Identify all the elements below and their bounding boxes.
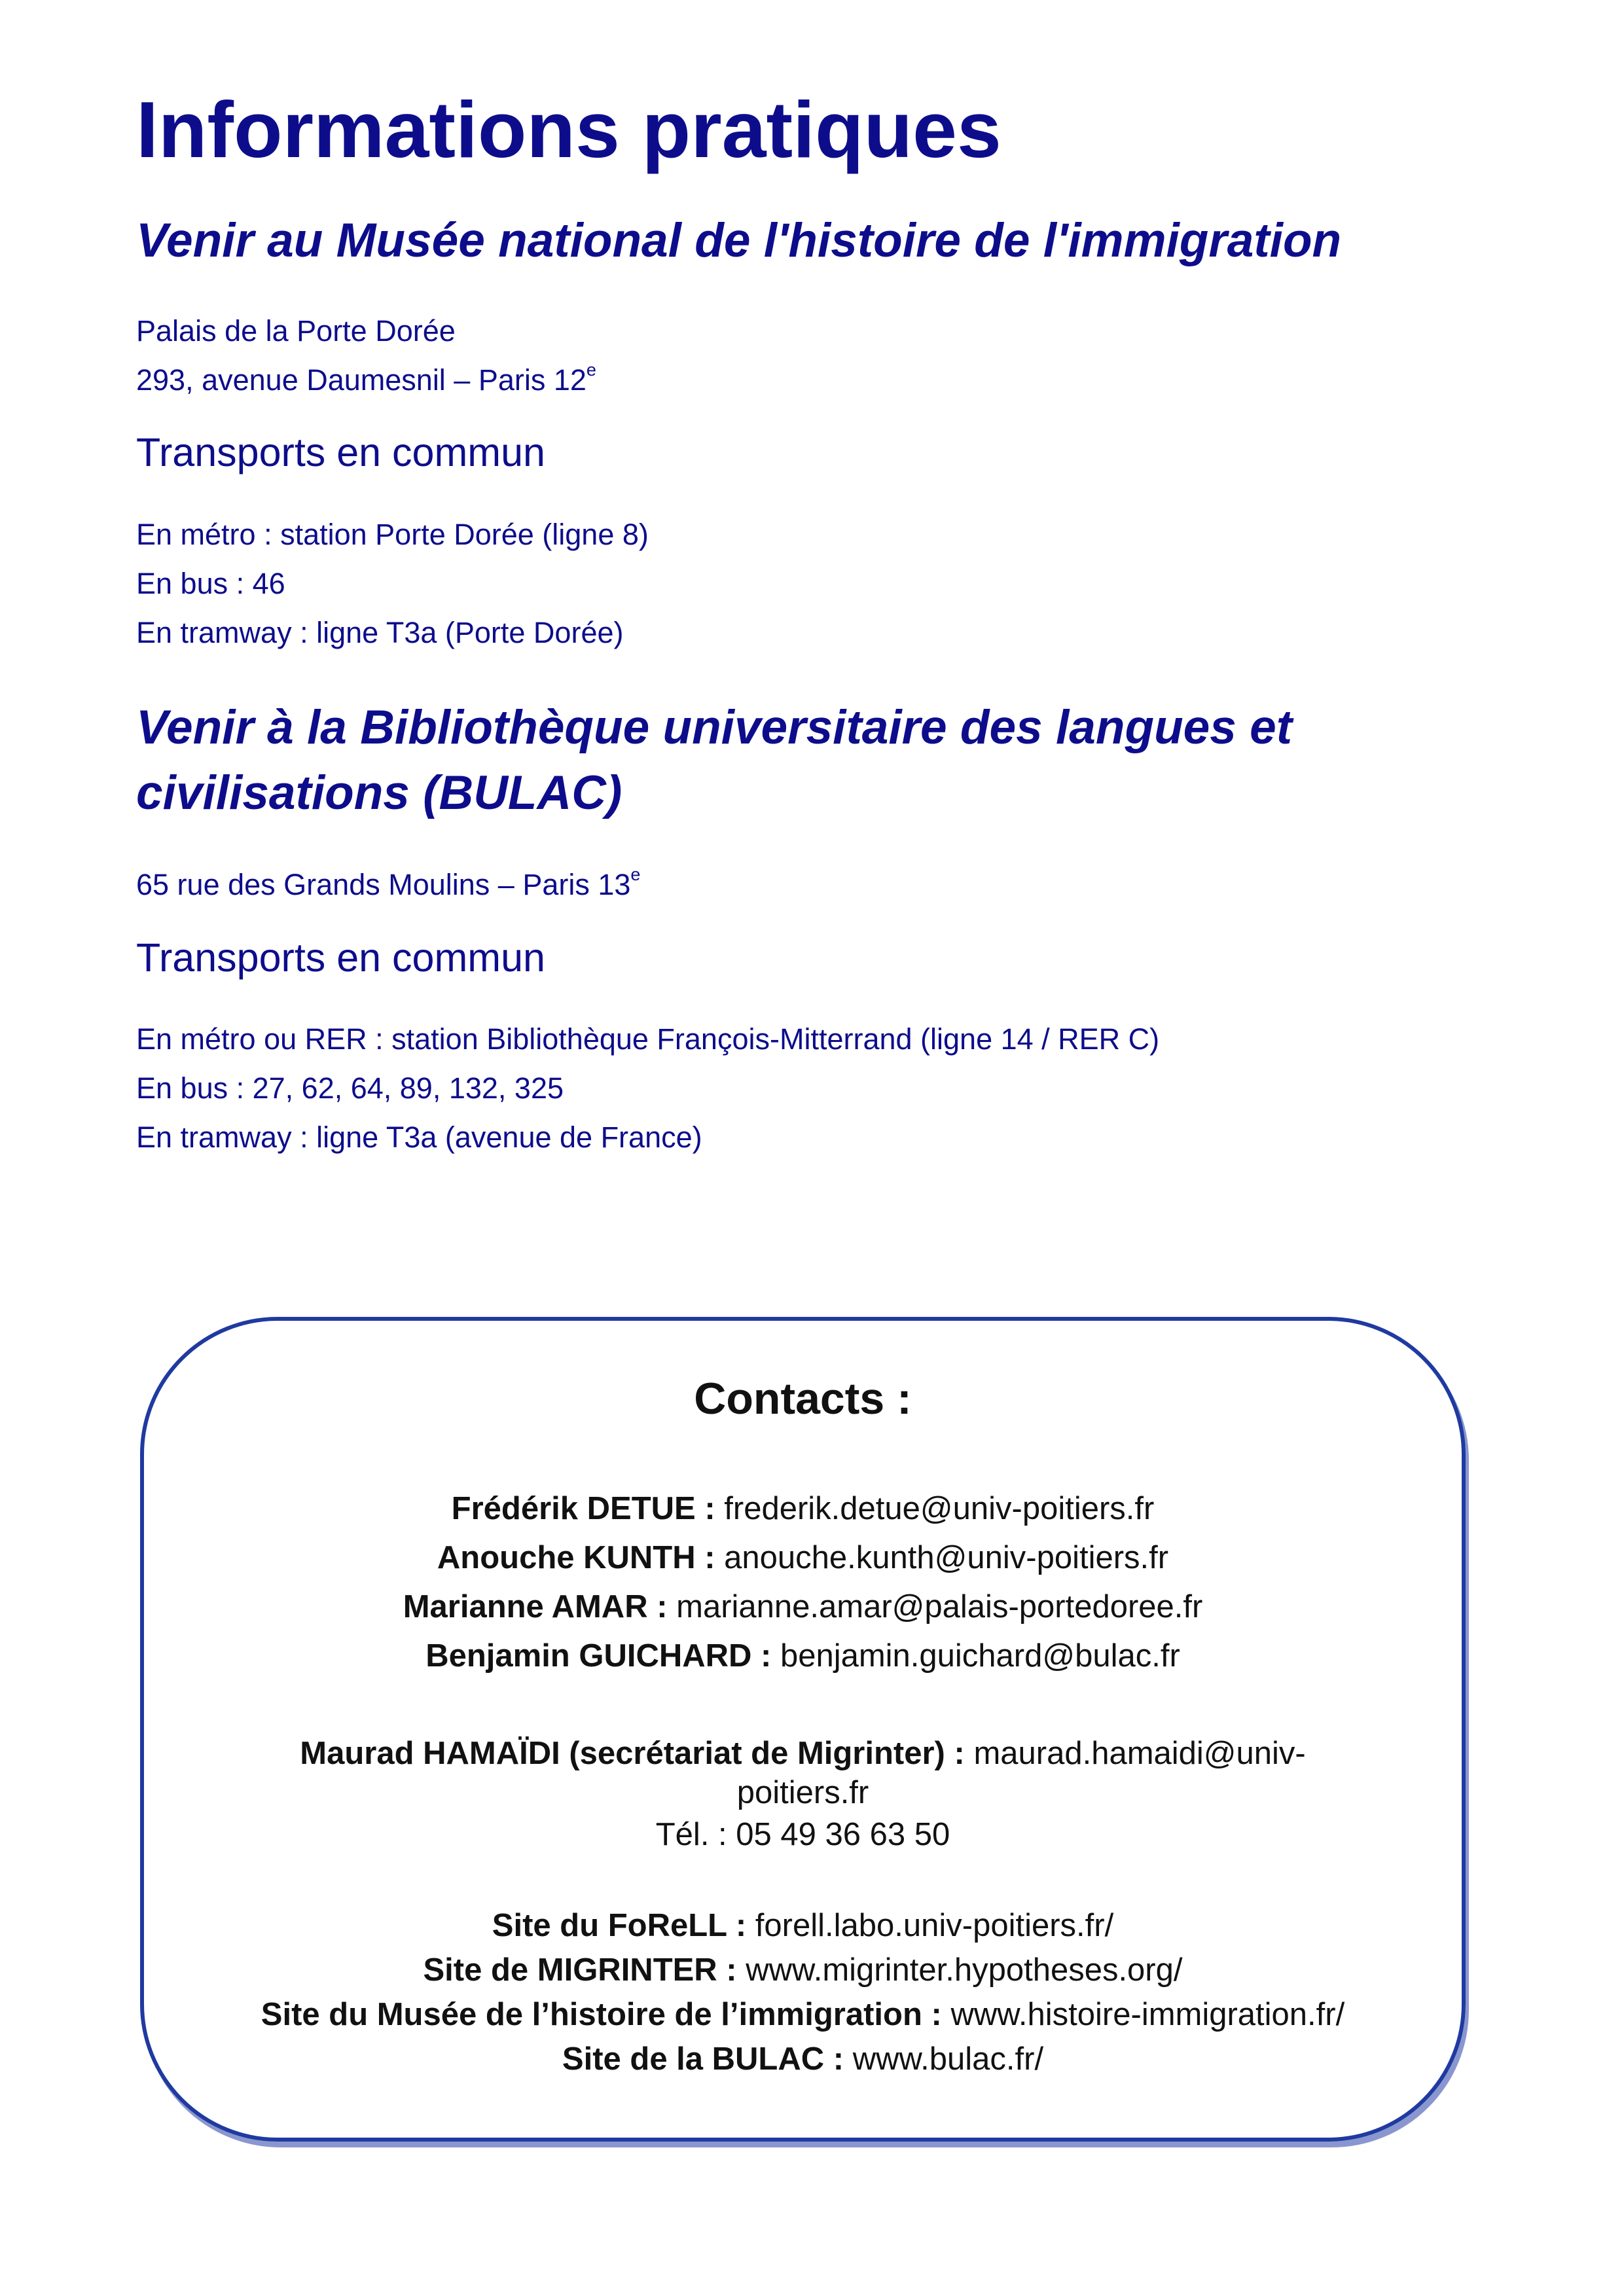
bulac-transport-heading: Transports en commun [136, 935, 545, 980]
site-row [144, 1951, 1462, 1990]
bulac-bus: En bus : 27, 62, 64, 89, 132, 325 [136, 1071, 564, 1105]
site-label: Site du FoReLL : [492, 1908, 747, 1943]
contact-email-link[interactable]: frederik.detue@univ-poitiers.fr [724, 1491, 1155, 1526]
contact-email-link[interactable]: marianne.amar@palais-portedoree.fr [676, 1589, 1203, 1624]
museum-heading: Venir au Musée national de l'histoire de l'immigration [136, 214, 1342, 267]
contact-email-link[interactable]: benjamin.guichard@bulac.fr [780, 1638, 1180, 1674]
museum-metro: En métro : station Porte Dorée (ligne 8) [136, 518, 649, 551]
contact-row [144, 1490, 1462, 1528]
site-row [144, 1996, 1462, 2034]
museum-bus: En bus : 46 [136, 567, 285, 600]
museum-tram: En tramway : ligne T3a (Porte Dorée) [136, 616, 624, 649]
secretariat-email-continued[interactable]: poitiers.fr [736, 1775, 869, 1810]
secretariat-phone: Tél. : 05 49 36 63 50 [655, 1817, 950, 1852]
site-link[interactable]: www.histoire-immigration.fr/ [950, 1997, 1345, 2032]
page-title: Informations pratiques [136, 85, 1001, 174]
contact-row [144, 1539, 1462, 1577]
bulac-heading-line1: Venir à la Bibliothèque universitaire des langues et [136, 701, 1293, 754]
contact-row [144, 1637, 1462, 1676]
museum-transport-heading: Transports en commun [136, 430, 545, 475]
secretariat-email-link[interactable]: maurad.hamaidi@univ- [973, 1736, 1306, 1771]
superscript-e: e [630, 865, 641, 884]
contact-name: Anouche KUNTH : [437, 1540, 715, 1575]
site-link[interactable]: forell.labo.univ-poitiers.fr/ [755, 1908, 1114, 1943]
site-label: Site de MIGRINTER : [423, 1952, 737, 1988]
site-row [144, 1907, 1462, 1945]
bulac-heading [136, 695, 1511, 826]
bulac-metro: En métro ou RER : station Bibliothèque François-Mitterrand (ligne 14 / RER C) [136, 1022, 1160, 1056]
site-row [144, 2040, 1462, 2079]
bulac-tram: En tramway : ligne T3a (avenue de France) [136, 1121, 702, 1154]
secretariat-row [144, 1734, 1462, 1773]
superscript-e: e [586, 360, 596, 380]
site-label: Site du Musée de l’histoire de l’immigration : [261, 1997, 942, 2032]
contact-name: Marianne AMAR : [403, 1589, 668, 1624]
museum-address-line1: Palais de la Porte Dorée [136, 314, 456, 348]
site-label: Site de la BULAC : [562, 2041, 844, 2077]
contacts-title: Contacts : [694, 1374, 912, 1424]
contact-name: Benjamin GUICHARD : [425, 1638, 772, 1674]
contact-email-link[interactable]: anouche.kunth@univ-poitiers.fr [724, 1540, 1169, 1575]
bulac-heading-line2: civilisations (BULAC) [136, 766, 623, 819]
contact-row [144, 1588, 1462, 1626]
museum-address-line2: 293, avenue Daumesnil – Paris 12e [136, 360, 596, 397]
contact-name: Frédérik DETUE : [451, 1491, 715, 1526]
site-link[interactable]: www.bulac.fr/ [852, 2041, 1044, 2077]
contacts-box [140, 1317, 1466, 2142]
bulac-address: 65 rue des Grands Moulins – Paris 13e [136, 865, 641, 901]
site-link[interactable]: www.migrinter.hypotheses.org/ [746, 1952, 1183, 1988]
secretariat-name: Maurad HAMAÏDI (secrétariat de Migrinter) : [300, 1736, 965, 1771]
